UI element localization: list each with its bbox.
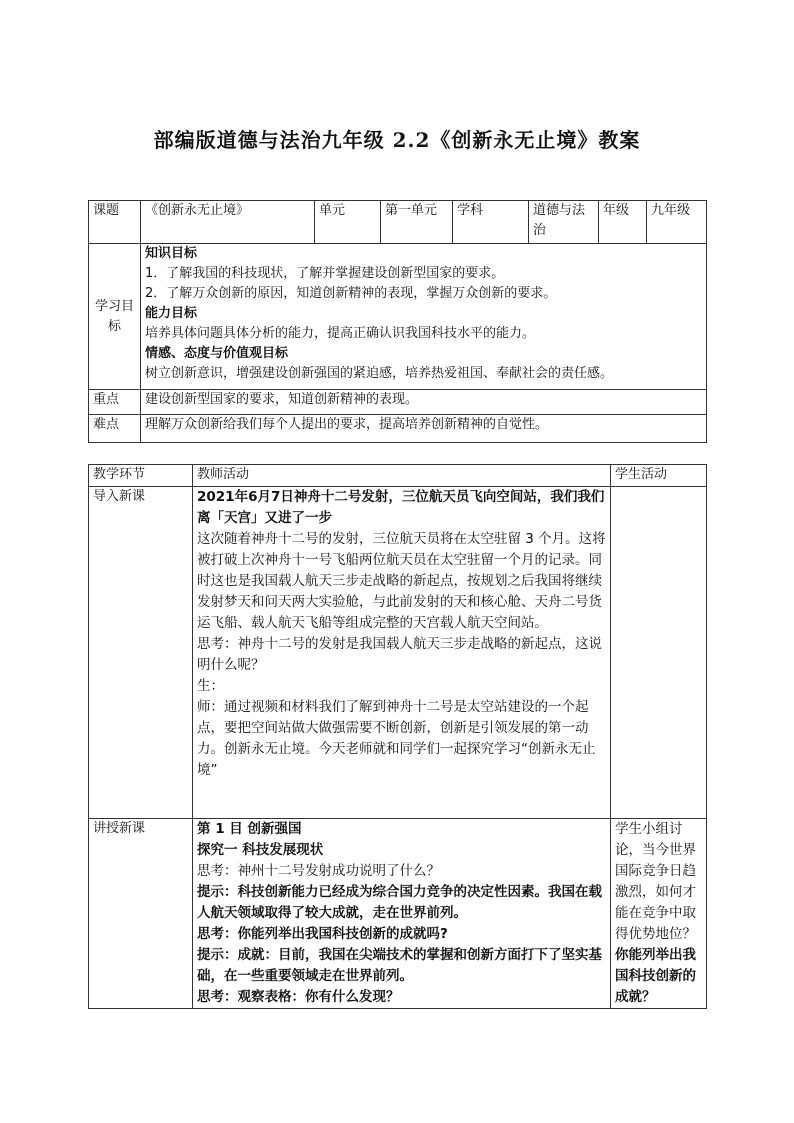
intro-headline: 2021年6月7日神舟十二号发射，三位航天员飞向空间站，我们我们离「天宫」又进了一步 <box>197 489 605 526</box>
lecture-student-cell <box>611 819 707 1009</box>
goals-label: 学习目标 <box>89 244 141 390</box>
intro-paragraph-4: 师：通过视频和材料我们了解到神舟十二号是太空站建设的一个起点，要把空间站做大做强需要不断创新，创新是引领发展的第一动力。创新永无止境。今天老师就和同学们一起探究学习“创新永无止境” <box>197 699 596 778</box>
lecture-line-4: 提示：科技创新能力已经成为综合国力竞争的决定性因素。我国在载人航天领域取得了较大成就，走在世界前列。 <box>197 884 602 921</box>
student-activity-1: 学生小组讨论，当今世界国际竞争日趋激烈，如何才能在竞争中取得优势地位？ <box>615 821 696 942</box>
ability-heading: 能力目标 <box>145 306 198 321</box>
subject-label: 学科 <box>453 201 529 244</box>
header-stage: 教学环节 <box>89 465 193 487</box>
intro-student-cell <box>611 487 707 819</box>
header-student: 学生活动 <box>611 465 707 487</box>
difficulty-label: 难点 <box>89 415 141 443</box>
subject-value: 道德与法治 <box>529 201 599 244</box>
knowledge-item-1: 1．了解我国的科技现状，了解并掌握建设创新型国家的要求。 <box>145 266 505 281</box>
lecture-teacher-cell <box>193 819 611 1009</box>
grade-label: 年级 <box>599 201 647 244</box>
knowledge-item-2: 2．了解万众创新的原因，知道创新精神的表现，掌握万众创新的要求。 <box>145 286 557 301</box>
student-activity-2: 你能列举出我国科技创新的成就？ <box>615 947 696 1005</box>
lesson-label: 课题 <box>89 201 141 244</box>
intro-paragraph-1: 这次随着神舟十二号的发射，三位航天员将在太空驻留 3 个月。这将被打破上次神舟十一号飞船两位航天员在太空驻留一个月的记录。同时这也是我国载人航天三步走战略的新起点，按规划之后我国将继续发射梦天和问天两大实验舱，与此前发射的天和核心舱、天舟二号货运飞船、载人航天飞船等组成完整的天宫载人航天空间站。 <box>197 531 606 631</box>
header-teacher: 教师活动 <box>193 465 611 487</box>
lesson-value: 《创新永无止境》 <box>141 201 315 244</box>
emotion-item-1: 树立创新意识，增强建设创新强国的紧迫感，培养热爱祖国、奉献社会的责任感。 <box>145 366 614 381</box>
lecture-line-2: 探究一 科技发展现状 <box>197 842 324 858</box>
goals-cell <box>141 244 707 390</box>
lecture-line-1: 第 1 目 创新强国 <box>197 821 302 837</box>
document-title: 部编版道德与法治九年级 2.2《创新永无止境》教案 <box>153 128 641 152</box>
intro-paragraph-3: 生： <box>197 678 224 694</box>
key-label: 重点 <box>89 390 141 415</box>
intro-stage: 导入新课 <box>89 487 193 819</box>
key-value: 建设创新型国家的要求，知道创新精神的表现。 <box>141 390 707 415</box>
unit-value: 第一单元 <box>381 201 453 244</box>
process-table <box>88 464 707 1009</box>
lecture-line-3: 思考：神州十二号发射成功说明了什么？ <box>197 863 440 879</box>
unit-label: 单元 <box>315 201 381 244</box>
ability-item-1: 培养具体问题具体分析的能力，提高正确认识我国科技水平的能力。 <box>145 326 536 341</box>
intro-teacher-cell <box>193 487 611 819</box>
difficulty-value: 理解万众创新给我们每个人提出的要求，提高培养创新精神的自觉性。 <box>141 415 707 443</box>
lecture-line-5: 思考：你能列举出我国科技创新的成就吗? <box>197 926 448 942</box>
intro-paragraph-2: 思考：神舟十二号的发射是我国载人航天三步走战略的新起点，这说明什么呢？ <box>197 636 602 673</box>
lecture-line-7: 思考：观察表格：你有什么发现？ <box>197 989 400 1005</box>
emotion-heading: 情感、态度与价值观目标 <box>145 346 289 361</box>
knowledge-heading: 知识目标 <box>145 246 198 261</box>
lesson-info-table <box>88 200 707 443</box>
lecture-line-6: 提示：成就：目前，我国在尖端技术的掌握和创新方面打下了坚实基础，在一些重要领域走在世界前列。 <box>197 947 602 984</box>
grade-value: 九年级 <box>647 201 707 244</box>
lecture-stage: 讲授新课 <box>89 819 193 1009</box>
